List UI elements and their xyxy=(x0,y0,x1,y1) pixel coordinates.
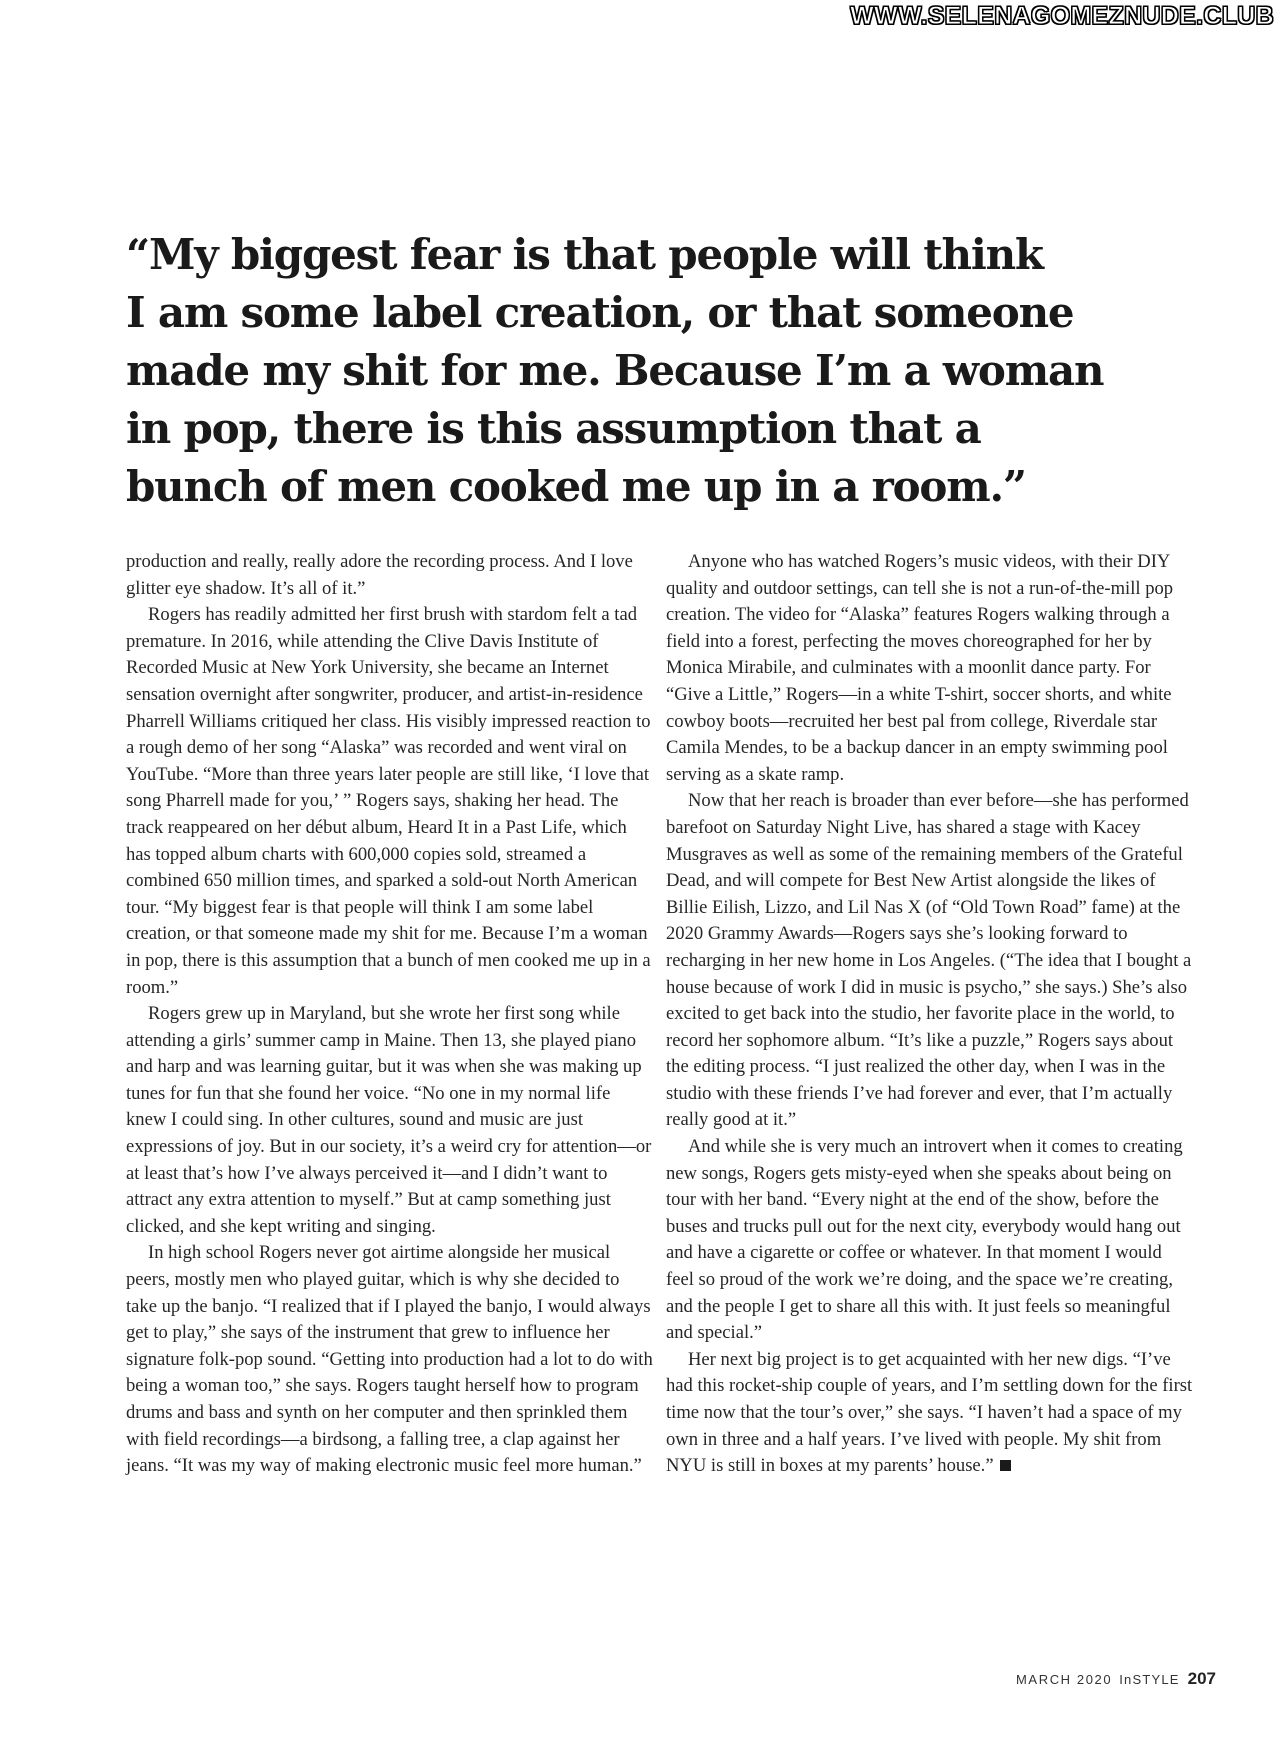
body-paragraph: Rogers has readily admitted her first brush with stardom felt a tad premature. In 2016, while attending the Clive Davis Institute of Recorded Music at New York University, she became an Internet sensation overnight after songwriter, producer, and artist-in-residence Pharrell Williams critiqued her class. His visibly impressed reaction to a rough demo of her song “Alaska” was recorded and went viral on YouTube. “More than three years later people are still like, ‘I love that song Pharrell made for you,’ ” Rogers says, shaking her head. The track reappeared on her début album, Heard It in a Past Life, which has topped album charts with 600,000 copies sold, streamed a combined 650 million times, and sparked a sold-out North American tour. “My biggest fear is that people will think I am some label creation, or that someone made my shit for me. Because I’m a woman in pop, there is this assumption that a bunch of men cooked me up in a room.” xyxy=(126,604,651,998)
left-column xyxy=(126,549,654,1480)
pull-quote xyxy=(126,226,1104,516)
pull-quote-line: bunch of men cooked me up in a room.” xyxy=(126,462,1026,511)
body-paragraph: production and really, really adore the recording process. And I love glitter eye shadow. It’s all of it.” xyxy=(126,551,633,599)
footer-magazine-name: InSTYLE xyxy=(1119,1672,1180,1687)
body-paragraph: And while she is very much an introvert when it comes to creating new songs, Rogers gets misty-eyed when she speaks about being on tour with her band. “Every night at the end of the show, before the buses and trucks pull out for the next city, everybody would hang out and have a cigarette or coffee or whatever. In that moment I would feel so proud of the work we’re doing, and the space we’re creating, and the people I get to share all this with. It just feels so meaningful and special.” xyxy=(666,1136,1183,1344)
watermark: WWW.SELENAGOMEZNUDE.CLUB xyxy=(850,2,1274,30)
body-paragraph-final: Her next big project is to get acquainted with her new digs. “I’ve had this rocket-ship couple of years, and I’m settling down for the first time now that the tour’s over,” she says. “I haven’t had a space of my own in three and a half years. I’ve lived with people. My shit from NYU is still in boxes at my parents’ house.” xyxy=(666,1347,1194,1480)
page-footer xyxy=(1016,1669,1216,1689)
pull-quote-line: in pop, there is this assumption that a xyxy=(126,404,981,453)
pull-quote-line: made my shit for me. Because I’m a woman xyxy=(126,346,1104,395)
right-column xyxy=(666,549,1194,1480)
pull-quote-line: I am some label creation, or that someone xyxy=(126,288,1074,337)
pull-quote-line: “My biggest fear is that people will think xyxy=(126,230,1043,279)
body-paragraph: Now that her reach is broader than ever before—she has performed barefoot on Saturday Night Live, has shared a stage with Kacey Musgraves as well as some of the remaining members of the Grateful Dead, and will compete for Best New Artist alongside the likes of Billie Eilish, Lizzo, and Lil Nas X (of “Old Town Road” fame) at the 2020 Grammy Awards—Rogers says she’s looking forward to recharging in her new home in Los Angeles. (“The idea that I bought a house because of work I did in music is psycho,” she says.) She’s also excited to get back into the studio, her favorite place in the world, to record her sophomore album. “It’s like a puzzle,” Rogers says about the editing process. “I just realized the other day, when I was in the studio with these friends I’ve had forever and ever, that I’m actually really good at it.” xyxy=(666,790,1192,1131)
body-paragraph: Rogers grew up in Maryland, but she wrote her first song while attending a girls’ summer camp in Maine. Then 13, she played piano and harp and was learning guitar, but it was when she was making up tunes for fun that she found her voice. “No one in my normal life knew I could sing. In other cultures, sound and music are just expressions of joy. But in our society, it’s a weird cry for attention—or at least that’s how I’ve always perceived it—and I didn’t want to attract any extra attention to myself.” But at camp something just clicked, and she kept writing and singing. xyxy=(126,1003,652,1237)
body-paragraph: Anyone who has watched Rogers’s music videos, with their DIY quality and outdoor settings, can tell she is not a run-of-the-mill pop creation. The video for “Alaska” features Rogers walking through a field into a forest, perfecting the moves choreographed for her by Monica Mirabile, and culminates with a moonlit dance party. For “Give a Little,” Rogers—in a white T-shirt, soccer shorts, and white cowboy boots—recruited her best pal from college, Riverdale star Camila Mendes, to be a backup dancer in an empty swimming pool serving as a skate ramp. xyxy=(666,551,1174,785)
footer-issue-date: MARCH 2020 xyxy=(1016,1672,1113,1687)
footer-page-number: 207 xyxy=(1187,1669,1217,1688)
body-paragraph: In high school Rogers never got airtime alongside her musical peers, mostly men who played guitar, which is why she decided to take up the banjo. “I realized that if I played the banjo, I would always get to play,” she says of the instrument that grew to influence her signature folk-pop sound. “Getting into production had a lot to do with being a woman too,” she says. Rogers taught herself how to program drums and bass and synth on her computer and then sprinkled them with field recordings—a birdsong, a falling tree, a clap against her jeans. “It was my way of making electronic music feel more human.” xyxy=(126,1242,653,1477)
